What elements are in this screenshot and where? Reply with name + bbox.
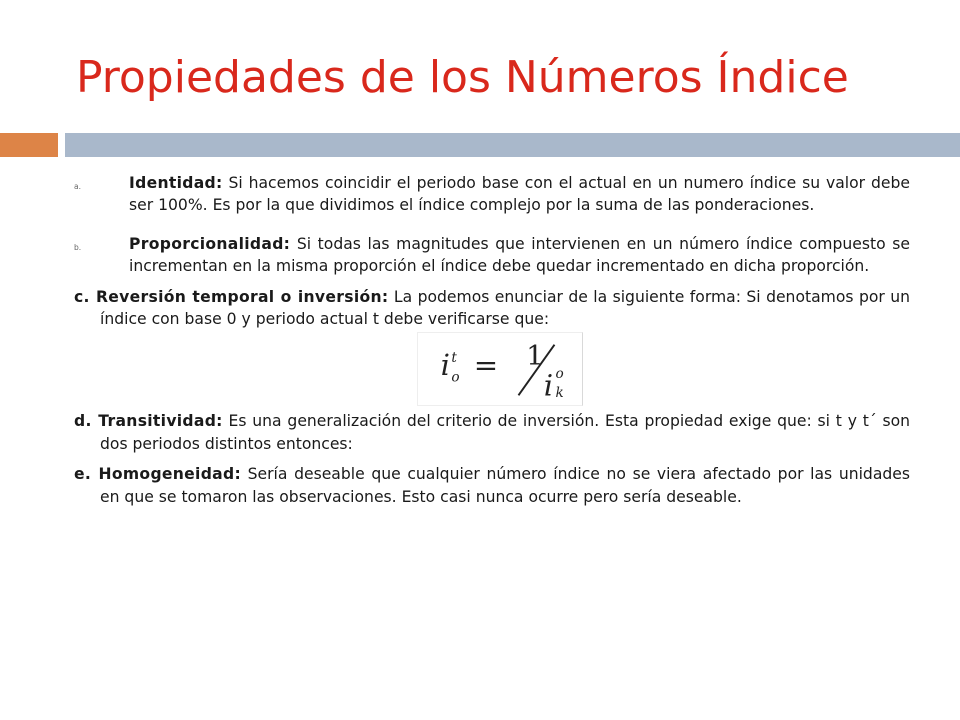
list-marker: a. xyxy=(74,182,81,191)
formula-den-sup: o xyxy=(555,366,564,383)
property-transitividad xyxy=(74,410,910,455)
property-description: Es una generalización del criterio de inversión. Esta propiedad exige que: si t y t´ son dos periodos distintos entonces: xyxy=(100,412,910,453)
slide-title: Propiedades de los Números Índice xyxy=(76,52,849,103)
title-accent-bar xyxy=(0,133,58,157)
formula-den-base: i xyxy=(543,368,554,403)
property-term: c. Reversión temporal o inversión: xyxy=(74,287,389,306)
property-description: Si hacemos coincidir el periodo base con el actual en un numero índice su valor debe ser 100%. Es por la que dividimos el índice complejo por la suma de las ponderaciones. xyxy=(129,174,910,215)
property-description: Si todas las magnitudes que intervienen en un número índice compuesto se incrementan en la misma proporción el índice debe quedar incrementado en dicha proporción. xyxy=(129,234,910,276)
property-description: Sería deseable que cualquier número índice no se viera afectado por las unidades en que se tomaron las observaciones. Esto casi nunca ocurre pero sería deseable. xyxy=(100,465,910,506)
properties-list xyxy=(74,172,910,508)
property-reversion-temporal xyxy=(74,286,910,331)
inversion-formula xyxy=(417,332,583,406)
formula-lhs-sup: t xyxy=(451,350,457,367)
property-identidad xyxy=(74,172,910,217)
property-term: Proporcionalidad: xyxy=(129,234,291,253)
property-description: La podemos enunciar de la siguiente forma: Si denotamos por un índice con base 0 y periodo actual t debe verificarse que: xyxy=(100,287,910,329)
property-term: Identidad: xyxy=(129,174,223,192)
formula-den-sub: k xyxy=(555,385,564,402)
property-term: e. Homogeneidad: xyxy=(74,465,241,484)
property-homogeneidad xyxy=(74,463,910,508)
list-marker: b. xyxy=(74,242,82,252)
title-underline-bar xyxy=(65,133,960,157)
formula-lhs-base: i xyxy=(440,348,450,383)
property-term: d. Transitividad: xyxy=(74,412,223,431)
formula-numerator: 1 xyxy=(526,341,544,373)
formula-lhs-sub: o xyxy=(451,370,460,387)
property-proporcionalidad xyxy=(74,233,910,278)
formula-equals: = xyxy=(473,348,499,383)
